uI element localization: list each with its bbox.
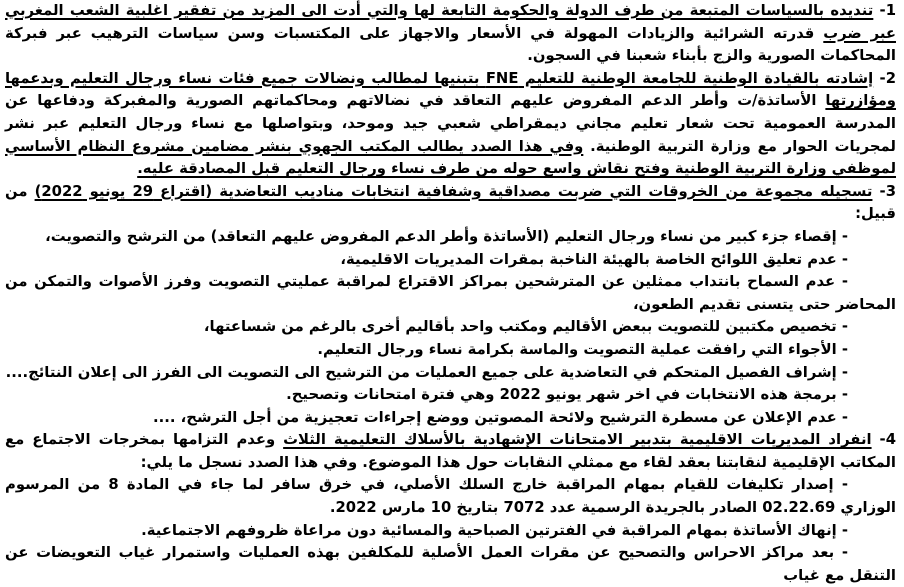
bullet-observers: - عدم السماح بانتداب ممثلين عن المترشحين بمراكز الاقتراع لمراقبة عمليتي التصويت وفرز الأصوات والتمكن من المحاضر حتى يتسنى تقديم الطعون، [5, 273, 896, 313]
item-3-number: 3- [872, 182, 896, 200]
bullet-teacher-exhaustion: - إنهاك الأساتذة بمهام المراقبة في الفترتين الصباحية والمسائية دون مراعاة ظروفهم الاجتماعية. [141, 521, 848, 539]
item-4-number: 4- [871, 431, 896, 449]
item-3-underlined-text: تسجيله مجموعة من الخروقات التي ضربت مصداقية وشفافية انتخابات مناديب التعاضدية (اقتراع 29 يونيو 2022) [34, 182, 873, 200]
bullet-exclusion: - إقصاء جزء كبير من نساء ورجال التعليم (الأساتذة وأطر الدعم المفروض عليهم التعاقد) من الترشح والتصويت، [45, 227, 848, 245]
item-1-text: قدرته الشرائية والزيادات المهولة في الأسعار والاجهاز على المكتسبات وسن سياسات الترهيب عبر فبركة المحاكمات الصورية والزج بأبناء شعبنا في السجون. [5, 24, 896, 65]
item-4-text: وعدم التزامها بمخرجات الاجتماع مع المكاتب الإقليمية لنقابتنا بعقد لقاء مع ممثلي النقابات حول هذا الموضوع. وفي هذا الصدد نسجل ما يلي: [5, 431, 896, 471]
list-item-4 [5, 429, 896, 474]
bullet-voting-atmosphere: - الأجواء التي رافقت عملية التصويت والماسة بكرامة نساء ورجال التعليم. [317, 340, 848, 358]
bullet-polling-offices: - تخصيص مكتبين للتصويت ببعض الأقاليم ومكتب واحد بأقاليم أخرى بالرغم من شساعتها، [203, 318, 848, 336]
item-2-underlined-demand: وفي هذا الصدد يطالب المكتب الجهوي بنشر مضامين مشروع النظام الأساسي لموظفي وزارة التربية الوطنية وفتح نقاش واسع حوله من طرف نساء ورجال التعليم قبل المصادقة عليه. [5, 137, 896, 178]
bullet-faction-control: - إشراف الفصيل المتحكم في التعاضدية على جميع العمليات من الترشيح الى التصويت الى الفرز الى إعلان النتائج.... [5, 363, 848, 381]
list-item-3 [5, 181, 896, 226]
bullet-voter-lists: - عدم تعليق اللوائح الخاصة بالهيئة الناخبة بمقرات المديريات الاقليمية، [340, 250, 848, 268]
bullet-candidacy-procedure: - عدم الإعلان عن مسطرة الترشيح ولائحة المصوتين ووضع إجراءات تعجيزية من أجل الترشح، .... [153, 408, 848, 426]
list-item-1 [5, 0, 896, 68]
bullet-assignments-decree: - إصدار تكليفات للقيام بمهام المراقبة خارج السلك الأصلي، في خرق سافر لما جاء في المادة 8 من المرسوم الوزاري 02.22.69 الصادر بالجريدة الرسمية عدد 7072 بتاريخ 10 مارس 2022. [5, 476, 896, 517]
list-item-2 [5, 68, 896, 181]
bullet-election-timing: - برمجة هذه الانتخابات في اخر شهر يونيو 2022 وهي فترة امتحانات وتصحيح. [286, 386, 848, 404]
bullet-distance-compensation-cut-line: - بعد مراكز الاحراس والتصحيح عن مقرات العمل الأصلية للمكلفين بهذه العمليات واستمرار غياب التعويضات عن التنقل مع غياب [5, 544, 896, 584]
item-1-number: 1- [873, 2, 896, 19]
item-1-underlined-text: تنديده بالسياسات المتبعة من طرف الدولة والحكومة التابعة لها والتي أدت الى المزيد من تفقير اغلبية الشعب المغربي عبر ضرب [5, 2, 896, 42]
item-3-text: من قبيل: [5, 182, 896, 223]
item-2-text: الأساتذة/ت وأطر الدعم المفروض عليهم التعاقد في نضالاتهم ومحاكماتهم الصورية والمفبركة ودفاعها عن المدرسة العمومية تحت شعار تعليم مجاني ديمقراطي شعبي جيد وموحد، وبتواصلها مع نساء ورجال التعليم عبر نشر لمجريات الحوار مع وزارة التربية الوطنية. [5, 92, 896, 155]
item-4-underlined-text: انفراد المديريات الاقليمية بتدبير الامتحانات الإشهادية بالأسلاك التعليمية الثلاث [283, 431, 872, 449]
item-2-underlined-lead: إشادته بالقيادة الوطنية للجامعة الوطنية للتعليم FNE بتبنيها لمطالب ونضالات جميع فئات نساء ورجال التعليم وبدعمها ومؤازرتها [5, 69, 896, 110]
item-2-number: 2- [873, 69, 896, 87]
